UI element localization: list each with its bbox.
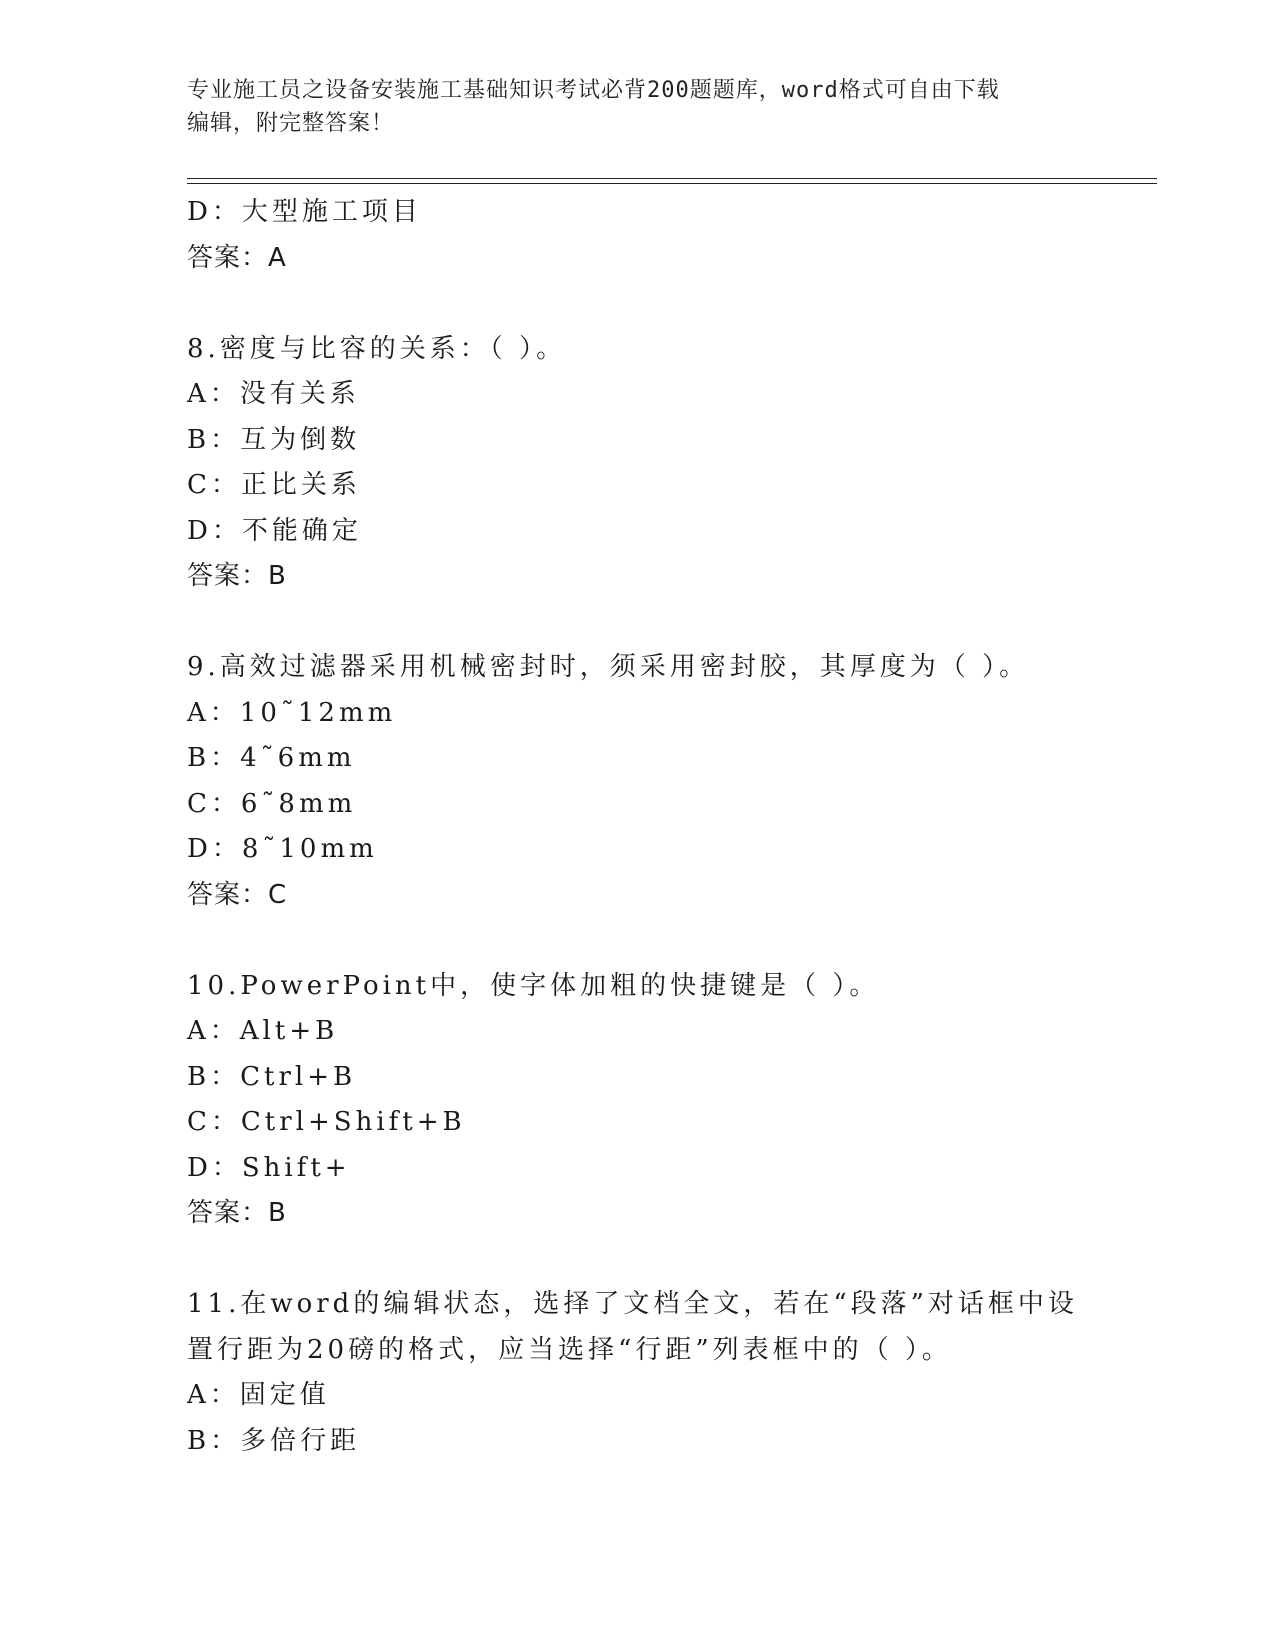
- question-8-option-d: D：不能确定: [187, 515, 362, 546]
- question-9-option-c: C：6˜8mm: [187, 788, 357, 819]
- question-11-title-line-1: 11.在word的编辑状态，选择了文档全文，若在“段落”对话框中设: [187, 1289, 1078, 1319]
- header-divider-top: [187, 178, 1157, 179]
- question-11-option-b: B：多倍行距: [187, 1425, 361, 1456]
- question-10-option-d: D：Shift+: [187, 1152, 351, 1183]
- prev-question-answer: 答案：A: [187, 242, 287, 273]
- question-8-answer: 答案：B: [187, 561, 287, 591]
- question-9-answer: 答案：C: [187, 879, 288, 910]
- question-10-answer: 答案：B: [187, 1198, 287, 1228]
- prev-question-option-d: D：大型施工项目: [187, 197, 422, 227]
- question-9-title: 9.高效过滤器采用机械密封时，须采用密封胶，其厚度为（ ）。: [187, 652, 1030, 682]
- header-title-line-1: 专业施工员之设备安装施工基础知识考试必背200题题库，word格式可自由下载: [187, 78, 1000, 103]
- question-11-option-a: A：固定值: [187, 1380, 330, 1410]
- question-10-option-b: B：Ctrl+B: [187, 1061, 357, 1092]
- spacer: [187, 600, 1087, 646]
- header-divider-bottom: [187, 183, 1157, 184]
- question-9-option-d: D：8˜10mm: [187, 834, 378, 864]
- spacer: [187, 281, 1087, 327]
- question-9-option-a: A：10˜12mm: [187, 697, 397, 728]
- header-title-line-2: 编辑，附完整答案！: [187, 111, 395, 136]
- question-11-title-line-2: 置行距为20磅的格式，应当选择“行距”列表框中的（ ）。: [187, 1334, 952, 1365]
- page-header: [187, 74, 1067, 140]
- spacer: [187, 918, 1087, 964]
- question-8-title: 8.密度与比容的关系：（ ）。: [187, 333, 567, 364]
- question-9-option-b: B：4˜6mm: [187, 743, 356, 773]
- question-8-option-b: B：互为倒数: [187, 424, 361, 455]
- document-body: [187, 190, 1087, 1464]
- question-10-option-a: A：Alt+B: [187, 1016, 339, 1046]
- question-8-option-a: A：没有关系: [187, 379, 360, 409]
- question-10-option-c: C：Ctrl+Shift+B: [187, 1107, 466, 1137]
- question-10-title: 10.PowerPoint中，使字体加粗的快捷键是（ ）。: [187, 970, 880, 1001]
- spacer: [187, 1237, 1087, 1283]
- question-8-option-c: C：正比关系: [187, 470, 361, 500]
